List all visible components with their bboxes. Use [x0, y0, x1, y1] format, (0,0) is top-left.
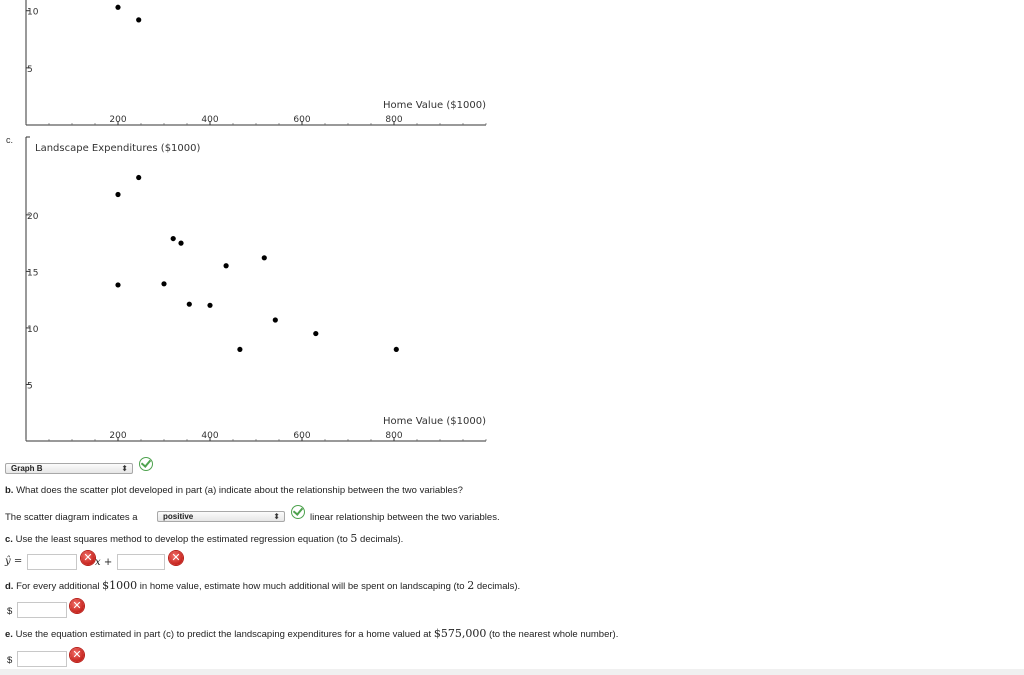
option-letter-c: c.	[6, 135, 14, 145]
yhat-label: ŷ =	[5, 556, 23, 567]
x-term-label: x +	[95, 557, 113, 568]
scatter-point	[171, 236, 176, 241]
scatter-point	[262, 255, 267, 260]
x-axis-label: Home Value ($1000)	[383, 416, 486, 427]
scatter-point	[224, 263, 229, 268]
x-tick-label: 800	[385, 115, 403, 125]
y-tick-label: 5	[27, 381, 33, 392]
relationship-select[interactable]	[157, 511, 285, 522]
scatter-point	[115, 282, 120, 287]
y-tick-label: 5	[27, 64, 33, 75]
scatter-point	[115, 5, 120, 10]
x-tick-label: 800	[385, 431, 403, 441]
scatter-point	[207, 303, 212, 308]
scatter-point	[394, 347, 399, 352]
correct-check-icon	[291, 505, 305, 519]
graph-select[interactable]	[5, 463, 133, 474]
incorrect-x-icon: ✕	[70, 648, 84, 662]
intercept-input[interactable]	[117, 554, 165, 570]
page-footer-band	[0, 669, 1024, 675]
question-e: e. Use the equation estimated in part (c) to predict the landscaping expenditures for a home valued at $575,000 (to the nearest whole number).	[5, 627, 619, 640]
scatter-sentence-before: The scatter diagram indicates a	[5, 512, 138, 523]
scatter-point	[136, 175, 141, 180]
scatter-point	[237, 347, 242, 352]
x-tick-label: 600	[293, 115, 311, 125]
y-tick-label: 20	[27, 211, 39, 222]
slope-input[interactable]	[27, 554, 77, 570]
incorrect-x-icon: ✕	[70, 599, 84, 613]
scatter-point	[136, 17, 141, 22]
slope-interpretation-input[interactable]	[17, 602, 67, 618]
x-tick-label: 400	[201, 431, 219, 441]
scatter-chart-c	[0, 130, 500, 450]
scatter-point	[115, 192, 120, 197]
question-d: d. For every additional $1000 in home value, estimate how much additional will be spent on landscaping (to 2 decimals).	[5, 579, 521, 592]
incorrect-x-icon: ✕	[169, 551, 183, 565]
select-arrow-icon: ⬍	[121, 464, 128, 473]
y-axis-label: Landscape Expenditures ($1000)	[35, 143, 201, 154]
currency-label: $	[7, 655, 13, 666]
x-tick-label: 400	[201, 115, 219, 125]
correct-check-icon	[139, 457, 153, 471]
incorrect-x-icon: ✕	[81, 551, 95, 565]
currency-label: $	[7, 606, 13, 617]
x-axis-label: Home Value ($1000)	[383, 100, 486, 111]
x-tick-label: 600	[293, 431, 311, 441]
question-b: b. What does the scatter plot developed in part (a) indicate about the relationship between the two variables?	[5, 485, 463, 496]
select-arrow-icon: ⬍	[273, 512, 280, 521]
y-tick-label: 15	[27, 268, 39, 279]
scatter-point	[161, 281, 166, 286]
x-tick-label: 200	[109, 431, 127, 441]
scatter-point	[178, 241, 183, 246]
scatter-chart-top	[0, 0, 500, 130]
prediction-input[interactable]	[17, 651, 67, 667]
y-tick-label: 10	[27, 7, 39, 18]
scatter-point	[187, 302, 192, 307]
y-tick-label: 10	[27, 324, 39, 335]
scatter-sentence-after: linear relationship between the two variables.	[310, 512, 500, 523]
x-tick-label: 200	[109, 115, 127, 125]
scatter-point	[273, 317, 278, 322]
graph-select-value: Graph B	[11, 464, 43, 473]
question-c: c. Use the least squares method to develop the estimated regression equation (to 5 decimals).	[5, 532, 404, 545]
scatter-point	[313, 331, 318, 336]
relationship-select-value: positive	[163, 512, 194, 521]
